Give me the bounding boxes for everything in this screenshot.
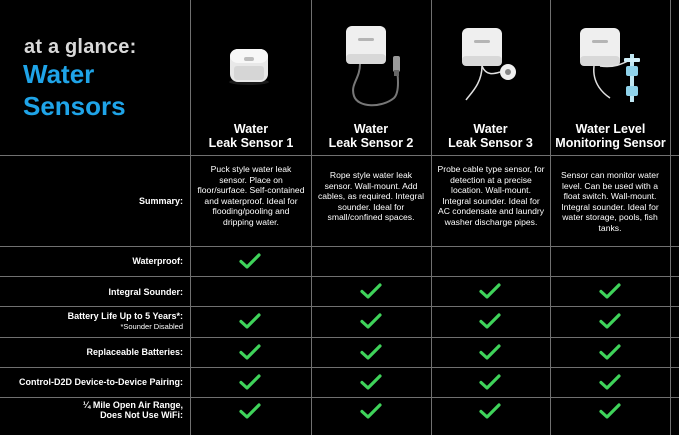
check-icon bbox=[479, 403, 501, 419]
check-icon bbox=[239, 403, 261, 419]
column-divider bbox=[431, 0, 432, 435]
summary-cell: Puck style water leak sensor. Place on floor/surface. Self-contained and waterproof. Ideal for flooding/pooling and dripping water. bbox=[197, 164, 305, 227]
row-divider bbox=[0, 306, 679, 307]
product-title-line: Leak Sensor 2 bbox=[328, 136, 414, 150]
row-divider bbox=[0, 276, 679, 277]
check-icon bbox=[479, 283, 501, 299]
check-icon bbox=[239, 313, 261, 329]
check-icon bbox=[599, 313, 621, 329]
check-icon bbox=[599, 283, 621, 299]
float-switch-sensor-icon bbox=[574, 24, 654, 110]
product-title-line: Water bbox=[353, 122, 389, 136]
heading-at-a-glance: at a glance: bbox=[24, 36, 137, 58]
row-label-battery-life bbox=[68, 311, 183, 332]
row-label-range bbox=[83, 400, 183, 420]
check-icon bbox=[360, 344, 382, 360]
column-divider bbox=[550, 0, 551, 435]
summary-cell: Probe cable type sensor, for detection at a precise location. Wall-mount. Integral sounder. Ideal for AC condensate and laundry washer discharge pipes. bbox=[437, 164, 545, 227]
row-divider bbox=[0, 337, 679, 338]
rope-sensor-icon bbox=[342, 24, 412, 114]
product-title-line: Water Level bbox=[575, 122, 646, 136]
check-icon bbox=[360, 313, 382, 329]
puck-sensor-icon bbox=[224, 44, 274, 86]
product-title-level-sensor bbox=[551, 122, 670, 150]
summary-cell: Rope style water leak sensor. Wall-mount. Add cables, as required. Integral sounder. Ideal for small/confined spaces. bbox=[317, 170, 425, 223]
heading-line-sensors: Sensors bbox=[23, 91, 126, 121]
check-icon bbox=[479, 344, 501, 360]
row-label-battery-life-note: *Sounder Disabled bbox=[120, 322, 183, 331]
summary-cell: Sensor can monitor water level. Can be used with a float switch. Wall-mount. Integral sounder. Ideal for water storage, pools, fish tanks. bbox=[561, 170, 659, 233]
row-label-battery-life-main: Battery Life Up to 5 Years*: bbox=[67, 311, 183, 321]
product-title-leak-sensor-1 bbox=[191, 122, 311, 150]
check-icon bbox=[479, 374, 501, 390]
check-icon bbox=[599, 344, 621, 360]
product-title-line: Water bbox=[233, 122, 269, 136]
probe-sensor-icon bbox=[456, 24, 526, 106]
column-divider bbox=[311, 0, 312, 435]
check-icon bbox=[360, 374, 382, 390]
row-label-range-line2: Does Not Use WiFi: bbox=[100, 410, 183, 420]
heading-line-water: Water bbox=[23, 59, 95, 89]
product-title-leak-sensor-3 bbox=[431, 122, 550, 150]
check-icon bbox=[599, 374, 621, 390]
row-divider bbox=[0, 367, 679, 368]
check-icon bbox=[479, 313, 501, 329]
check-icon bbox=[599, 403, 621, 419]
heading-water-sensors bbox=[23, 58, 126, 122]
check-icon bbox=[360, 403, 382, 419]
product-title-line: Leak Sensor 1 bbox=[208, 136, 294, 150]
check-icon bbox=[239, 374, 261, 390]
product-title-line: Leak Sensor 3 bbox=[448, 136, 533, 150]
row-divider bbox=[0, 397, 679, 398]
product-title-leak-sensor-2 bbox=[311, 122, 431, 150]
row-label-integral-sounder: Integral Sounder: bbox=[108, 287, 183, 297]
row-divider bbox=[0, 246, 679, 247]
row-divider bbox=[0, 155, 679, 156]
column-divider bbox=[190, 0, 191, 435]
row-label-summary: Summary: bbox=[138, 196, 183, 206]
row-label-waterproof: Waterproof: bbox=[132, 256, 183, 266]
check-icon bbox=[360, 283, 382, 299]
row-label-range-line1: ¼ Mile Open Air Range, bbox=[82, 400, 183, 410]
check-icon bbox=[239, 344, 261, 360]
row-label-replaceable-batteries: Replaceable Batteries: bbox=[86, 347, 183, 357]
check-icon bbox=[239, 253, 261, 269]
product-title-line: Water bbox=[473, 122, 508, 136]
row-label-device-pairing: Control-D2D Device-to-Device Pairing: bbox=[18, 377, 183, 387]
product-title-line: Monitoring Sensor bbox=[555, 136, 666, 150]
column-divider bbox=[670, 0, 671, 435]
